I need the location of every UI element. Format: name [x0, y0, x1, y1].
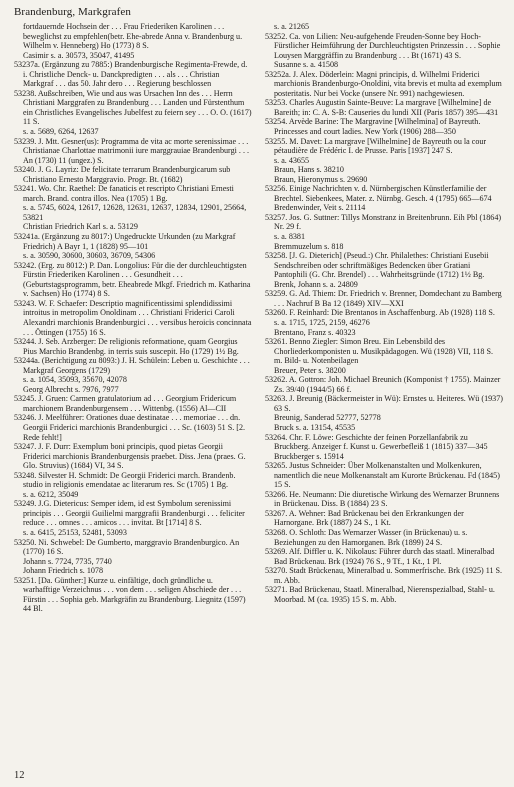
bibliography-entry: 53254. Arvède Barine: The Margravine [Wilhelmina] of Bayreuth. Princesses and court ladies. New York (1906) 288—350 — [265, 117, 481, 137]
bibliography-entry: 53261. Benno Ziegler: Simon Breu. Ein Lebensbild des Chorliederkomponisten u. Musikpädagogen. Wü (1928) VII, 118 S. m. Bild- u. Notenbeilagen — [265, 337, 494, 366]
bibliography-entry: Bredenwinder, Veit s. 21114 — [274, 203, 366, 213]
running-head: Brandenburg, Markgrafen — [14, 6, 131, 18]
bibliography-entry: 53258. [J. G. Dieterich] (Pseud.:) Chr. Philalethes: Christiani Eusebii Sendschreiben oder schriftmäßiges Bedencken über Gratiani Pantophili (G. Chr. Brendel) . . . Wahrheitsgründe (1712) 1½ Bg. — [265, 251, 489, 280]
bibliography-entry: 53240. J. G. Layriz: De felicitate terrarum Brandenburgicarum sub Christiano Ernesto Marggravio. Progr. Bt. (1682) — [14, 165, 231, 184]
bibliography-entry: s. a. 5689, 6264, 12637 — [23, 127, 99, 137]
bibliography-entry: Johann Friedrich s. 1078 — [23, 566, 104, 576]
bibliography-entry: 53253. Charles Augustin Sainte-Beuve: La margrave [Wilhelmine] de Bareith; in: C. A. S-B: Causeries du lundi XII (Paris 1857) 395—431 — [265, 98, 499, 117]
bibliography-entry: s. a. 8381 — [274, 232, 306, 242]
bibliography-entry: Georg Albrecht s. 7976, 7977 — [23, 384, 119, 394]
bibliography-entry: s. a. 1715, 1725, 2159, 46276 — [274, 317, 370, 327]
bibliography-entry: 53246. J. Meelführer: Orationes duae destinatae . . . memoriae . . . dn. Georgii Friderici marchionis Brandenburgici . . . Sc. (1603) 51 S. [2. Rede fehlt!] — [14, 413, 246, 442]
bibliography-entry: Bruckberger s. 15914 — [274, 451, 344, 461]
bibliography-entry: 53237a. (Ergänzung zu 7885:) Brandenburgische Regimenta-Frewde, d. i. Christliche Denck- u. Danckpredigten . . . als . . . Christian Markgraf . . . das 50. Jahr dero . . . Regierung beschlossen — [14, 60, 248, 89]
bibliography-entry: 53255. M. Davet: La margrave [Wilhelmine] de Bayreuth ou la cour pétaudière de Frédéric I. de Prusse. Paris [1937] 247 S. — [265, 136, 487, 156]
bibliography-entry: Braun, Hieronymus s. 29690 — [274, 174, 368, 184]
bibliography-entry: 53241. Wo. Chr. Raethel: De fanaticis et rescripto Christiani Ernesti march. Brand. contra illos. Nea (1705) 1 Bg. — [14, 184, 234, 203]
bibliography-entry: s. a. 6212, 35049 — [23, 489, 79, 499]
bibliography-entry: 53252. Ca. von Lilien: Neu-aufgehende Freuden-Sonne bey Hoch-Fürstlicher Heimführung der Durchleuchtigsten Prinzessin . . . Sophie Louysen Marggräffin zu Brandenburg . . . Bt (1671) 43 S. — [265, 31, 501, 60]
bibliography-entry: 53252a. J. Alex. Döderlein: Magni principis, d. Wilhelmi Friderici marchionis Brandenburgo-Onoldini, vita brevis et multa ad exemplum posteritatis. Nur bei Vocke (unsere Nr. 991) nachgewiesen. — [265, 69, 502, 98]
bibliography-entry: 53270. Stadt Brückenau, Mineralbad u. Sommerfrische. Brk (1925) 11 S. m. Abb. — [265, 566, 503, 585]
bibliography-entry: s. a. 5745, 6024, 12617, 12628, 12631, 12637, 12834, 12901, 25664, 53821 — [23, 203, 247, 222]
bibliography-entry: Braun, Hans s. 38210 — [274, 165, 344, 175]
bibliography-entry: s. a. 1054, 35093, 35670, 42078 — [23, 375, 127, 385]
bibliography-entry: 53241a. (Ergänzung zu 8017:) Ungedruckte Urkunden (zu Markgraf Friedrich) A Bayr 1, 1 (1828) 95—101 — [14, 232, 236, 251]
bibliography-entry: 53238. Außschreiben, Wie und aus was Ursachen Inn des . . . Herrn Christiani Marggrafen zu Brandenburg . . . Landen und Fürstenthum ein Christliches Evangelisches Jubelfest zu feiern sey . . . O. O. (1617) 11 S. — [14, 88, 252, 127]
bibliography-entry: 53263. J. Breunig (Bäckermeister in Wü): Ernstes u. Heiteres. Wü (1937) 63 S. — [265, 394, 503, 413]
bibliography-entry: 53250. Ni. Schwebel: De Gumberto, marggravio Brandenburgico. An (1770) 16 S. — [14, 537, 240, 557]
bibliography-entry: Bruck s. a. 13154, 45535 — [274, 422, 356, 432]
bibliography-entry: s. a. 30590, 30600, 30603, 36709, 54306 — [23, 251, 156, 261]
right-column — [265, 22, 503, 604]
bibliography-entry: Johann s. 7724, 7735, 7740 — [23, 556, 112, 566]
bibliography-entry: 53247. J. F. Durr: Exemplum boni principis, quod pietas Georgii Friderici marchionis Brandenburgensis praebet. Diss. Jena (praes. G. Glo. Struvius) (1684) VI, 34 S. — [14, 442, 246, 471]
bibliography-entry: 53256. Einige Nachrichten v. d. Nürnbergischen Künstlerfamilie der Brechtel. Siebenkees, Mater. z. Nürnbg. Gesch. 4 (1795) 665—674 — [265, 184, 492, 203]
page-number: 12 — [14, 770, 25, 781]
bibliography-entry: 53239. J. Mtt. Gesner(us): Programma de vita ac morte serenissimae . . . Christianae Charlottae matrimonii iure marggrauiae Brandenburgi . . . An (1730) 11 (ungez.) S. — [14, 136, 250, 165]
bibliography-entry: 53243. W. F. Schaefer: Descriptio magnificentissimi splendidissimi introitus in metropolim Onoldinam . . . Christiani Friderici Caroli Alexandri marchionis Brandenburgici . . . versibus heroicis concinnata . . . Öttingen (1755) 16 S. — [14, 298, 252, 337]
bibliography-entry: 53265. Justus Schneider: Über Molkenanstalten und Molkenkuren, namentlich die neue Molkenanstalt am Kurorte Brückenau. Fd (1845) 15 S. — [265, 461, 500, 490]
bibliography-entry: 53260. F. Reinhard: Die Brentanos in Aschaffenburg. Ab (1928) 118 S. — [265, 308, 495, 318]
bibliography-entry: 53242. (Erg. zu 8012:) P. Dan. Longolius: Für die der durchleuchtigsten Fürstin Friederiken Karolinen . . . Gesundheit . . . (Geburtstagsprogramm, betr. Eheabrede Mkgf. Friedrich m. Katharina v. Sachsen) Ho (1774) 8 S. — [14, 260, 251, 299]
bibliography-entry: s. a. 43655 — [274, 155, 310, 165]
bibliography-entry: 53245. J. Gruen: Carmen gratulatorium ad . . . Georgium Fridericum marchionem Brandenburgensem . . . Wittenbg. (1556) Al—CII — [14, 394, 237, 413]
bibliography-entry: 53264. Chr. F. Löwe: Geschichte der feinen Porzellanfabrik zu Bruckberg. Anzeiger f. Kunst u. Gewerbefleiß 1 (1815) 337—345 — [265, 432, 488, 452]
bibliography-entry: Susanne s. a. 41508 — [274, 60, 339, 70]
bibliography-entry: 53269. Alf. Diffler u. K. Nikolaus: Führer durch das staatl. Mineralbad Bad Brückenau. Brk (1924) 76 S., 9 Tf., 1 Kt., 1 Pl. — [265, 547, 495, 566]
bibliography-entry: Brenk, Johann s. a. 24809 — [274, 279, 358, 289]
bibliography-entry: 53259. G. Ad. Thiem: Dr. Friedrich v. Brenner, Domdechant zu Bamberg . . . Nachruf B Ba 12 (1849) XIV—XXI — [265, 289, 502, 308]
bibliography-entry: Breuer, Peter s. 38200 — [274, 365, 346, 375]
bibliography-entry: Christian Friedrich Karl s. a. 53129 — [23, 222, 138, 232]
bibliography-entry: Bremmuzelum s. 818 — [274, 241, 344, 251]
bibliography-entry: 53257. Jos. G. Suttner: Tillys Monstranz in Breitenbrunn. Eih Pbl (1864) Nr. 29 f. — [265, 212, 502, 232]
bibliography-entry: Breunig, Sanderad 52777, 52778 — [274, 413, 381, 423]
bibliography-entry: 53262. A. Gottron: Joh. Michael Breunich (Komponist † 1755). Mainzer Zs. 39/40 (1944/5) 66 f. — [265, 375, 501, 394]
bibliography-entry: 53268. O. Schloth: Das Wernarzer Wasser (in Brückenau) u. s. Beziehungen zu den Harnorganen. Brk (1899) 24 S. — [265, 527, 468, 547]
bibliography-entry: s. a. 6415, 25153, 52481, 53093 — [23, 527, 127, 537]
bibliography-entry: Brentano, Franz s. 40323 — [274, 327, 356, 337]
left-column — [14, 22, 252, 614]
bibliography-entry: 53249. J.G. Dietericus: Semper idem, id est Symbolum serenissimi principis . . . Georgii Guilielmi marggrafii Brandenburgi . . . feliciter reduce . . . omnes . . . amicos . . . invitat. Bt [1714] 8 S. — [14, 499, 245, 528]
bibliography-entry: 53244. J. Seb. Arzberger: De religionis reformatione, quam Georgius Pius Marchio Brandenbg. in terris suis suscepit. Ho (1729) 1½ Bg. — [14, 337, 239, 356]
bibliography-entry: 53267. A. Wehner: Bad Brückenau bei den Erkrankungen der Harnorgane. Brk (1887) 24 S., 1 Kt. — [265, 508, 464, 528]
bibliography-entry: fortdauernde Hochsein der . . . Frau Friederiken Karolinen . . . beweglichst zu empfehlen(betr. Ehe-abrede Anna v. Brandenburg u. Wilhelm v. Henneberg) Ho (1773) 8 S. — [23, 22, 243, 51]
bibliography-entry: 53244a. (Berichtigung zu 8093:) J. H. Schülein: Leben u. Geschichte . . . Markgraf Georgens (1729) — [14, 356, 250, 375]
bibliography-entry: 53271. Bad Brückenau, Staatl. Mineralbad, Nierenspezialbad, Stahl- u. Moorbad. M (ca. 1935) 15 S. m. Abb. — [265, 585, 495, 604]
bibliography-entry: 53266. He. Neumann: Die diuretische Wirkung des Wernarzer Brunnens in Brückenau. Diss. B (1884) 23 S. — [265, 489, 500, 509]
bibliography-entry: 53248. Silvester H. Schmidt: De Georgii Friderici march. Brandenb. studio in religionis emendatae ac literarum res. Sc (1705) 1 Bg. — [14, 470, 236, 490]
bibliography-entry: s. a. 21265 — [274, 22, 310, 31]
bibliography-entry: Casimir s. a. 30573, 35047, 41495 — [23, 50, 135, 60]
bibliography-entry: 53251. [Da. Günther:] Kurze u. einfältige, doch gründliche u. warhafftige Verzeichnus . . . von dem . . . seligen Abschiede der . . . Fürstin . . . Sophia geb. Markgräfin zu Brandenburg. Liegnitz (1597) 44 Bl. — [14, 575, 246, 614]
